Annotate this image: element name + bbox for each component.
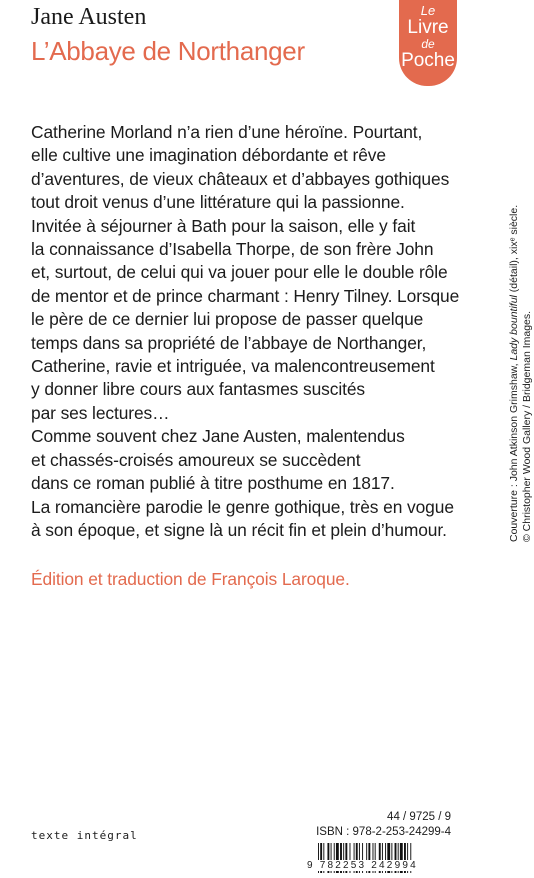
logo-line: Le [420,3,436,18]
blurb-line: tout droit venus d’une littérature qui la passionne. [31,192,405,213]
cover-credit-copyright: © Christopher Wood Gallery / Bridgeman Images. [521,310,533,542]
catalog-code: 44 / 9725 / 9 [387,811,451,823]
blurb-line: à son époque, et signe là un récit fin et plein d’humour. [31,519,447,540]
blurb-line: elle cultive une imagination débordante et rêve [31,145,386,166]
translation-credit: Édition et traduction de François Laroque. [31,569,350,589]
blurb-line: y donner libre cours aux fantasmes suscités [31,379,366,400]
blurb-line: La romancière parodie le genre gothique, très en vogue [31,496,454,517]
blurb-line: et, surtout, de celui qui va jouer pour elle le double rôle [31,262,448,283]
cover-image-credit [508,204,534,542]
back-cover-blurb [31,121,486,542]
book-title: L’Abbaye de Northanger [31,36,305,66]
blurb-line: Catherine Morland n’a rien d’une héroïne. Pourtant, [31,122,423,142]
cover-credit-line [508,204,521,542]
blurb-line: dans ce roman publié à titre posthume en 1817. [31,473,395,494]
blurb-line: Catherine, ravie et intriguée, va malencontreusement [31,356,435,377]
logo-line: de [421,37,435,51]
cover-credit-suffix: (détail), xixᵉ siècle. [508,204,520,296]
publisher-logo [399,0,457,86]
blurb-line: Invitée à séjourner à Bath pour la saison, elle y fait [31,215,416,236]
cover-credit-prefix: Couverture : John Atkinson Grimshaw, [508,360,520,542]
edition-note: texte intégral [31,829,138,842]
blurb-line: et chassés-croisés amoureux se succèdent [31,449,361,470]
blurb-line: la connaissance d’Isabella Thorpe, de son frère John [31,239,434,260]
cover-credit-work: Lady bountiful [508,295,520,361]
blurb-line: le père de ce dernier lui propose de passer quelque [31,309,424,330]
barcode-digits: 9 782253 242994 [305,860,457,871]
logo-line: Livre [407,17,449,38]
author-name: Jane Austen [31,4,147,30]
blurb-line: d’aventures, de vieux châteaux et d’abbayes gothiques [31,168,450,189]
blurb-line: par ses lectures… [31,402,170,423]
blurb-line: temps dans sa propriété de l’abbaye de Northanger, [31,332,427,353]
blurb-line: Comme souvent chez Jane Austen, malentendus [31,426,405,447]
blurb-line: de mentor et de prince charmant : Henry Tilney. Lorsque [31,285,460,306]
logo-line: Poche [401,50,455,71]
isbn: ISBN : 978-2-253-24299-4 [316,826,451,838]
